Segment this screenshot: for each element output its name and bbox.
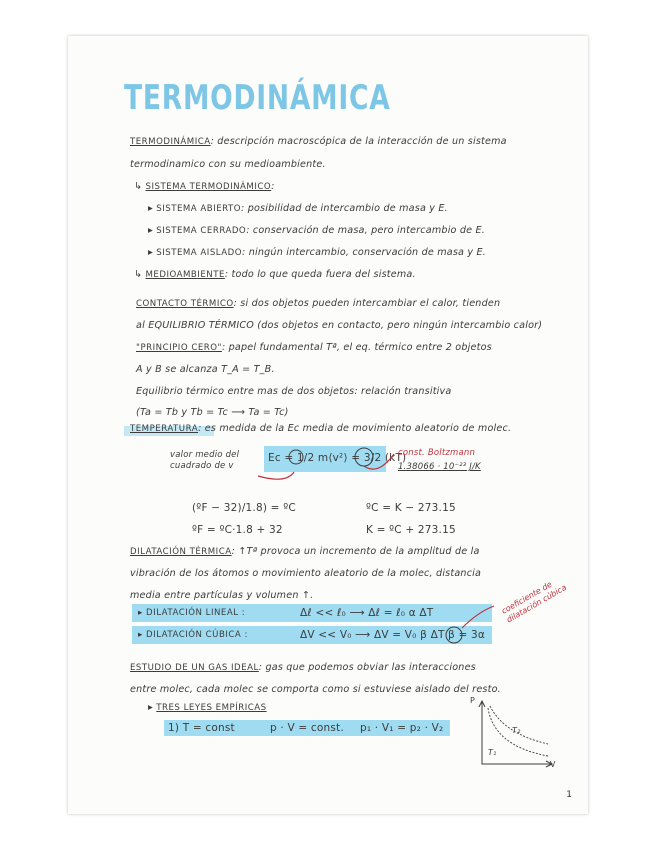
line-cerrado: ▸ SISTEMA CERRADO: conservación de masa, pero intercambio de E. (148, 225, 486, 236)
line-principio-cero: "PRINCIPIO CERO": papel fundamental Tª, el eq. térmico entre 2 objetos (136, 342, 492, 353)
beta-relation: β = 3α (448, 629, 485, 641)
ley1-formula-1: p · V = const. (270, 722, 344, 734)
conversion-k-to-c: ºC = K − 273.15 (366, 502, 456, 514)
page-number: 1 (566, 790, 572, 800)
ley1-label: 1) T = const (168, 722, 235, 734)
ec-formula: Ec = 1/2 m⟨v²⟩ = 3/2 (kT) (268, 452, 407, 464)
line-volumen: media entre partículas y volumen ↑. (130, 590, 314, 601)
dilatacion-cubica-formula: ΔV << V₀ ⟶ ΔV = V₀ β ΔT (300, 629, 445, 641)
valor-medio-label: valor medio del cuadrado de v (170, 450, 240, 471)
graph-p-label: P (470, 696, 476, 705)
line-vibracion: vibración de los átomos o movimiento aleatorio de la molec, distancia (130, 568, 482, 579)
notebook-page (68, 36, 588, 814)
line-medioambiente-intro: termodinamico con su medioambiente. (130, 159, 326, 170)
graph-v-label: V (550, 760, 556, 769)
line-medioambiente: ↳ MEDIOAMBIENTE: todo lo que queda fuera del sistema. (134, 269, 416, 280)
graph-t1-label: T₁ (488, 748, 497, 757)
conversion-f-to-c: (ºF − 32)/1.8) = ºC (192, 502, 296, 514)
line-tres-leyes: ▸ TRES LEYES EMPÍRICAS (148, 702, 267, 713)
line-temperatura: TEMPERATURA: es medida de la Ec media de movimiento aleatorio de molec. (130, 423, 512, 434)
line-transitiva-formula: (Ta = Tb y Tb = Tc ⟶ Ta = Tc) (136, 407, 289, 418)
graph-t2-label: T₂ (512, 726, 521, 735)
page-title: TERMODINÁMICA (124, 78, 391, 118)
line-molec: entre molec, cada molec se comporta como si estuviese aislado del resto. (130, 684, 501, 695)
ley1-formula-2: p₁ · V₁ = p₂ · V₂ (360, 722, 444, 734)
dilatacion-lineal-label: ▸ DILATACIÓN LINEAL : (138, 608, 246, 618)
line-sistema: ↳ SISTEMA TERMODINÁMICO: (134, 181, 275, 192)
conversion-c-to-k: K = ºC + 273.15 (366, 524, 456, 536)
boltzmann-label: const. Boltzmann (398, 448, 476, 458)
line-gas-ideal: ESTUDIO DE UN GAS IDEAL: gas que podemos obviar las interacciones (130, 662, 476, 673)
line-ta-tb: A y B se alcanza T_A = T_B. (136, 364, 275, 375)
boltzmann-value: 1.38066 · 10⁻²³ J/K (398, 462, 481, 472)
dilatacion-cubica-label: ▸ DILATACIÓN CÚBICA : (138, 630, 248, 640)
line-dilatacion: DILATACIÓN TÉRMICA: ↑Tª provoca un incremento de la amplitud de la (130, 546, 480, 557)
line-abierto: ▸ SISTEMA ABIERTO: posibilidad de intercambio de masa y E. (148, 203, 448, 214)
conversion-c-to-f: ºF = ºC·1.8 + 32 (192, 524, 283, 536)
line-contacto-termico: CONTACTO TÉRMICO: si dos objetos pueden intercambiar el calor, tienden (136, 298, 501, 309)
dilatacion-lineal-formula: Δℓ << ℓ₀ ⟶ Δℓ = ℓ₀ α ΔT (300, 607, 434, 619)
line-transitiva: Equilibrio térmico entre mas de dos objetos: relación transitiva (136, 386, 452, 397)
pv-graph (468, 698, 558, 774)
line-termodinamica: TERMODINÁMICA: descripción macroscópica de la interacción de un sistema (130, 136, 507, 147)
line-aislado: ▸ SISTEMA AISLADO: ningún intercambio, conservación de masa y E. (148, 247, 487, 258)
coeficiente-note: coeficiente de dilatación cúbica (500, 579, 569, 625)
line-equilibrio: al EQUILIBRIO TÉRMICO (dos objetos en contacto, pero ningún intercambio calor) (136, 320, 543, 331)
